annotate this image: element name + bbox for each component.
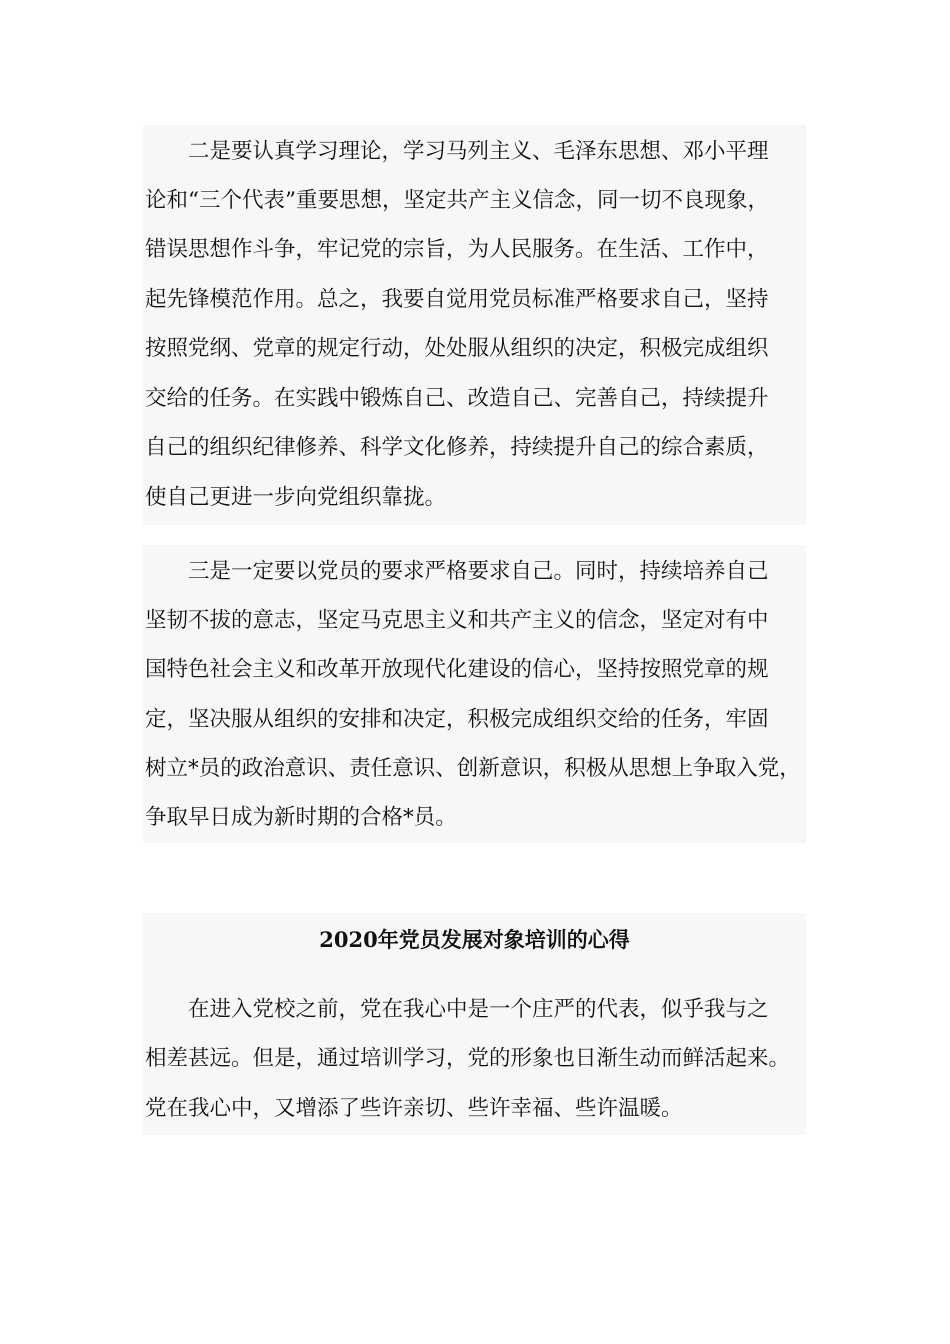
paragraph-line: 三是一定要以党员的要求严格要求自己。同时，持续培养自己	[188, 559, 769, 584]
paragraph-line: 论和“三个代表”重要思想，坚定共产主义信念，同一切不良现象，	[145, 188, 769, 213]
paragraph-line: 使自己更进一步向党组织靠拢。	[145, 485, 447, 510]
paragraph-line: 错误思想作斗争，牢记党的宗旨，为人民服务。在生活、工作中，	[145, 237, 769, 262]
paragraph-line: 在进入党校之前，党在我心中是一个庄严的代表，似乎我与之	[188, 997, 769, 1022]
article-title: 2020年党员发展对象培训的心得	[319, 927, 630, 952]
article-block	[143, 913, 806, 1135]
paragraph-block-2	[143, 545, 806, 843]
paragraph-line: 二是要认真学习理论，学习马列主义、毛泽东思想、邓小平理	[188, 139, 769, 164]
paragraph-line: 起先锋模范作用。总之，我要自觉用党员标准严格要求自己，坚持	[145, 287, 769, 312]
paragraph-line: 自己的组织纪律修养、科学文化修养，持续提升自己的综合素质，	[145, 435, 769, 460]
paragraph-line: 国特色社会主义和改革开放现代化建设的信心，坚持按照党章的规	[145, 657, 769, 682]
paragraph-line: 争取早日成为新时期的合格*员。	[145, 805, 457, 830]
paragraph-block-1	[143, 125, 806, 525]
paragraph-line: 坚韧不拔的意志，坚定马克思主义和共产主义的信念，坚定对有中	[145, 608, 769, 633]
paragraph-line: 树立*员的政治意识、责任意识、创新意识，积极从思想上争取入党，	[145, 756, 801, 781]
paragraph-line: 相差甚远。但是，通过培训学习，党的形象也日渐生动而鲜活起来。	[145, 1046, 791, 1071]
paragraph-line: 定，坚决服从组织的安排和决定，积极完成组织交给的任务，牢固	[145, 707, 769, 732]
paragraph-line: 交给的任务。在实践中锻炼自己、改造自己、完善自己，持续提升	[145, 386, 769, 411]
paragraph-line: 党在我心中，又增添了些许亲切、些许幸福、些许温暖。	[145, 1096, 683, 1121]
paragraph-line: 按照党纲、党章的规定行动，处处服从组织的决定，积极完成组织	[145, 336, 769, 361]
